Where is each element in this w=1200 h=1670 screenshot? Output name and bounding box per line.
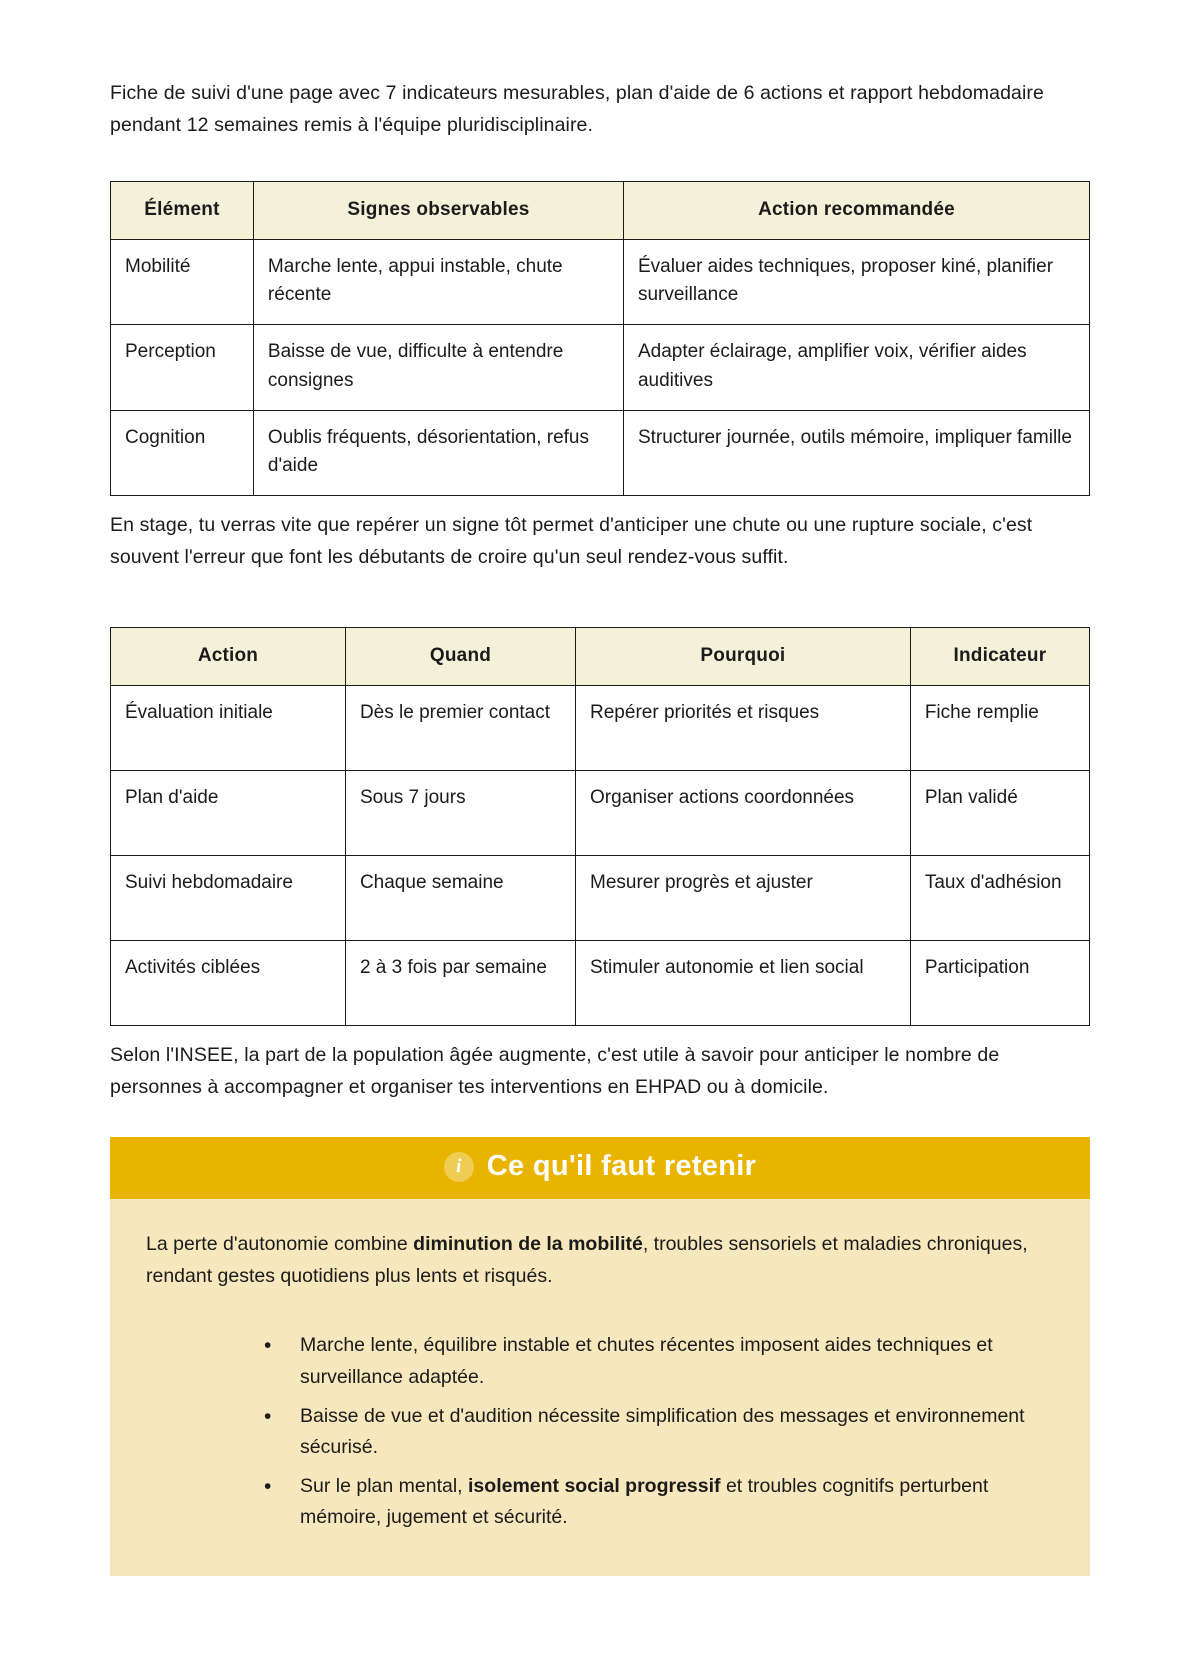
table-row bbox=[111, 941, 1090, 1026]
lead-text-after: , troubles sensoriels et maladies chroniques, rendant gestes quotidiens plus lents et risqués. bbox=[146, 1233, 1028, 1287]
cell-quand: Sous 7 jours bbox=[345, 771, 575, 856]
list-item bbox=[264, 1401, 1054, 1464]
table-row bbox=[111, 771, 1090, 856]
spacer bbox=[110, 583, 1090, 627]
cell-signes: Marche lente, appui instable, chute récente bbox=[253, 240, 623, 325]
list-item-before: Sur le plan mental, bbox=[300, 1474, 469, 1497]
lead-text-before: La perte d'autonomie combine bbox=[146, 1233, 414, 1256]
cell-indicateur: Taux d'adhésion bbox=[910, 856, 1089, 941]
list-item-before: Baisse de vue et d'audition nécessite simplification des messages et environnement sécurisé. bbox=[300, 1404, 1025, 1459]
table-row bbox=[111, 240, 1090, 325]
cell-action: Adapter éclairage, amplifier voix, vérifier aides auditives bbox=[623, 325, 1089, 410]
column-header-action: Action recommandée bbox=[623, 182, 1089, 240]
callout-header bbox=[110, 1137, 1090, 1199]
table-row bbox=[111, 686, 1090, 771]
table-header-row bbox=[111, 628, 1090, 686]
cell-pourquoi: Mesurer progrès et ajuster bbox=[576, 856, 911, 941]
insee-paragraph: Selon l'INSEE, la part de la population âgée augmente, c'est utile à savoir pour anticiper le nombre de personnes à accompagner et organiser tes interventions en EHPAD ou à domicile. bbox=[110, 1044, 1000, 1098]
cell-quand: Dès le premier contact bbox=[345, 686, 575, 771]
cell-element: Mobilité bbox=[111, 240, 254, 325]
cell-action: Structurer journée, outils mémoire, impliquer famille bbox=[623, 410, 1089, 495]
cell-signes: Baisse de vue, difficulte à entendre consignes bbox=[253, 325, 623, 410]
list-item bbox=[264, 1330, 1054, 1393]
cell-signes: Oublis fréquents, désorientation, refus d'aide bbox=[253, 410, 623, 495]
bullet-icon: • bbox=[264, 1404, 272, 1428]
table-header-row bbox=[111, 182, 1090, 240]
key-takeaway-callout bbox=[110, 1137, 1090, 1576]
cell-pourquoi: Organiser actions coordonnées bbox=[576, 771, 911, 856]
intro-paragraph: Fiche de suivi d'une page avec 7 indicateurs mesurables, plan d'aide de 6 actions et rapport hebdomadaire pendant 12 semaines remis à l'équipe pluridisciplinaire. bbox=[110, 82, 1044, 136]
list-item bbox=[264, 1471, 1054, 1534]
cell-indicateur: Plan validé bbox=[910, 771, 1089, 856]
info-icon: i bbox=[444, 1152, 474, 1182]
column-header-action: Action bbox=[111, 628, 346, 686]
column-header-quand: Quand bbox=[345, 628, 575, 686]
cell-pourquoi: Stimuler autonomie et lien social bbox=[576, 941, 911, 1026]
lead-text-bold: diminution de la mobilité bbox=[413, 1233, 643, 1256]
cell-action: Plan d'aide bbox=[111, 771, 346, 856]
spacer bbox=[110, 151, 1090, 181]
middle-paragraph: En stage, tu verras vite que repérer un signe tôt permet d'anticiper une chute ou une rupture sociale, c'est souvent l'erreur que font les débutants de croire qu'un seul rendez-vous suffit. bbox=[110, 513, 1033, 568]
cell-action: Évaluer aides techniques, proposer kiné, planifier surveillance bbox=[623, 240, 1089, 325]
cell-quand: Chaque semaine bbox=[345, 856, 575, 941]
column-header-signes: Signes observables bbox=[253, 182, 623, 240]
spacer bbox=[110, 496, 1090, 510]
callout-lead-paragraph bbox=[146, 1229, 1054, 1292]
cell-element: Cognition bbox=[111, 410, 254, 495]
cell-action: Activités ciblées bbox=[111, 941, 346, 1026]
column-header-element: Élément bbox=[111, 182, 254, 240]
table-row bbox=[111, 325, 1090, 410]
bullet-icon: • bbox=[264, 1334, 272, 1358]
bullet-icon: • bbox=[264, 1474, 272, 1498]
table-row bbox=[111, 856, 1090, 941]
action-plan-table bbox=[110, 627, 1090, 1026]
indicators-table bbox=[110, 181, 1090, 496]
cell-element: Perception bbox=[111, 325, 254, 410]
list-item-after: et troubles cognitifs perturbent mémoire, jugement et sécurité. bbox=[300, 1474, 989, 1529]
callout-title: Ce qu'il faut retenir bbox=[486, 1150, 757, 1183]
callout-body bbox=[110, 1199, 1090, 1576]
cell-quand: 2 à 3 fois par semaine bbox=[345, 941, 575, 1026]
cell-indicateur: Participation bbox=[910, 941, 1089, 1026]
cell-pourquoi: Repérer priorités et risques bbox=[576, 686, 911, 771]
list-item-bold: isolement social progressif bbox=[468, 1474, 721, 1497]
spacer bbox=[110, 1026, 1090, 1040]
table-row bbox=[111, 410, 1090, 495]
callout-bullet-list bbox=[146, 1330, 1054, 1533]
cell-action: Évaluation initiale bbox=[111, 686, 346, 771]
list-item-before: Marche lente, équilibre instable et chutes récentes imposent aides techniques et surveillance adaptée. bbox=[300, 1334, 993, 1388]
cell-action: Suivi hebdomadaire bbox=[111, 856, 346, 941]
column-header-pourquoi: Pourquoi bbox=[576, 628, 911, 686]
column-header-indicateur: Indicateur bbox=[910, 628, 1089, 686]
cell-indicateur: Fiche remplie bbox=[910, 686, 1089, 771]
